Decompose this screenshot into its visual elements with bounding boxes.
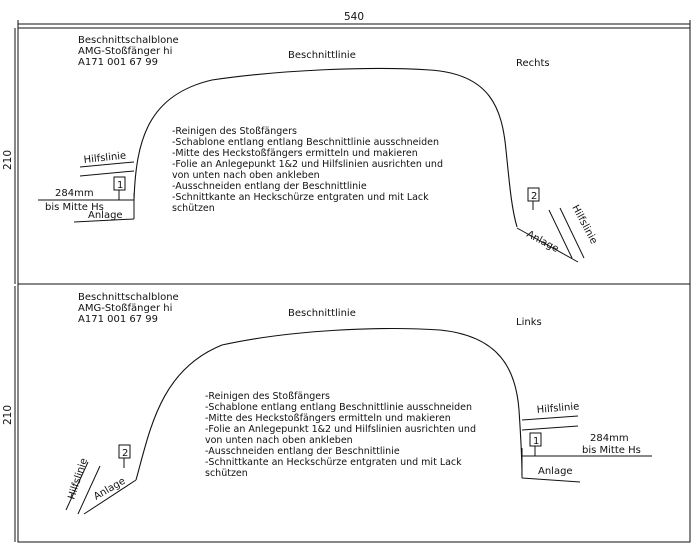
bottom-instruction-5: von unten nach oben ankleben	[205, 435, 353, 446]
top-instruction-3: -Mitte des Heckstoßfängers ermitteln und makieren	[172, 148, 418, 159]
bottom-right-anlage-line	[522, 478, 580, 482]
top-title-line-2: AMG-Stoßfänger hi	[78, 46, 173, 57]
top-instructions	[172, 126, 443, 214]
bottom-right-dim-note: bis Mitte Hs	[582, 445, 641, 456]
bottom-right-guide-line-2	[522, 426, 578, 430]
top-left-guide-line-2	[80, 171, 134, 176]
bottom-title-line-3: A171 001 67 99	[78, 314, 158, 325]
bottom-instruction-4: -Folie an Anlegepunkt 1&2 und Hilfslinien ausrichten und	[205, 424, 476, 435]
bottom-right-dim-value: 284mm	[590, 433, 629, 444]
top-left-guide-label: Hilfslinie	[83, 150, 127, 166]
height-dimension-bottom	[2, 286, 15, 542]
height-dimension-bottom-label: 210	[2, 404, 14, 426]
bottom-title-line-2: AMG-Stoßfänger hi	[78, 303, 173, 314]
top-title-line-1: Beschnittschalblone	[78, 35, 179, 46]
top-title-line-3: A171 001 67 99	[78, 57, 158, 68]
bottom-instruction-7: -Schnittkante an Heckschürze entgraten und mit Lack	[205, 457, 462, 468]
bottom-instruction-2: -Schablone entlang entlang Beschnittlinie ausschneiden	[205, 402, 472, 413]
top-instruction-5: von unten nach oben ankleben	[172, 170, 320, 181]
top-right-point-number: 2	[531, 191, 538, 202]
top-instruction-2: -Schablone entlang entlang Beschnittlinie ausschneiden	[172, 137, 439, 148]
top-instruction-6: -Ausschneiden entlang der Beschnittlinie	[172, 181, 367, 192]
top-right-guide-label: Hilfslinie	[569, 203, 600, 247]
height-dimension-top	[2, 28, 15, 284]
width-dimension	[18, 11, 690, 28]
top-instruction-1: -Reinigen des Stoßfängers	[172, 126, 297, 137]
bottom-side-label: Links	[516, 317, 542, 328]
bottom-cut-line-label: Beschnittlinie	[288, 308, 356, 319]
height-dimension-top-label: 210	[2, 149, 14, 171]
bottom-left-anlage-label: Anlage	[92, 475, 128, 503]
bottom-instruction-1: -Reinigen des Stoßfängers	[205, 391, 330, 402]
top-left-anlage-label: Anlage	[88, 210, 123, 221]
top-instruction-4: -Folie an Anlegepunkt 1&2 und Hilfslinien ausrichten und	[172, 159, 443, 170]
bottom-title-line-1: Beschnittschalblone	[78, 292, 179, 303]
top-left-dim-value: 284mm	[55, 188, 94, 199]
top-left-point-number: 1	[117, 180, 124, 191]
bottom-right-guide-line-1	[522, 416, 578, 420]
top-right-anlage-label: Anlage	[524, 228, 561, 255]
bottom-left-point-number: 2	[122, 448, 129, 459]
top-side-label: Rechts	[516, 58, 550, 69]
top-cut-line-label: Beschnittlinie	[288, 50, 356, 61]
width-dimension-label: 540	[343, 11, 365, 23]
top-instruction-8: schützen	[172, 203, 215, 214]
top-instruction-7: -Schnittkante an Heckschürze entgraten und mit Lack	[172, 192, 429, 203]
bottom-right-guide-label: Hilfslinie	[536, 401, 580, 416]
bottom-instructions	[205, 391, 476, 479]
bottom-right-point-number: 1	[533, 436, 540, 447]
top-panel	[38, 35, 599, 262]
bottom-right-anlage-label: Anlage	[538, 466, 573, 477]
bottom-instruction-3: -Mitte des Heckstoßfängers ermitteln und makieren	[205, 413, 451, 424]
top-left-dim-note: bis Mitte Hs	[45, 202, 104, 213]
bottom-instruction-6: -Ausschneiden entlang der Beschnittlinie	[205, 446, 400, 457]
bottom-left-guide-label: Hilfslinie	[66, 456, 91, 501]
bottom-panel	[66, 292, 652, 514]
bottom-instruction-8: schützen	[205, 468, 248, 479]
